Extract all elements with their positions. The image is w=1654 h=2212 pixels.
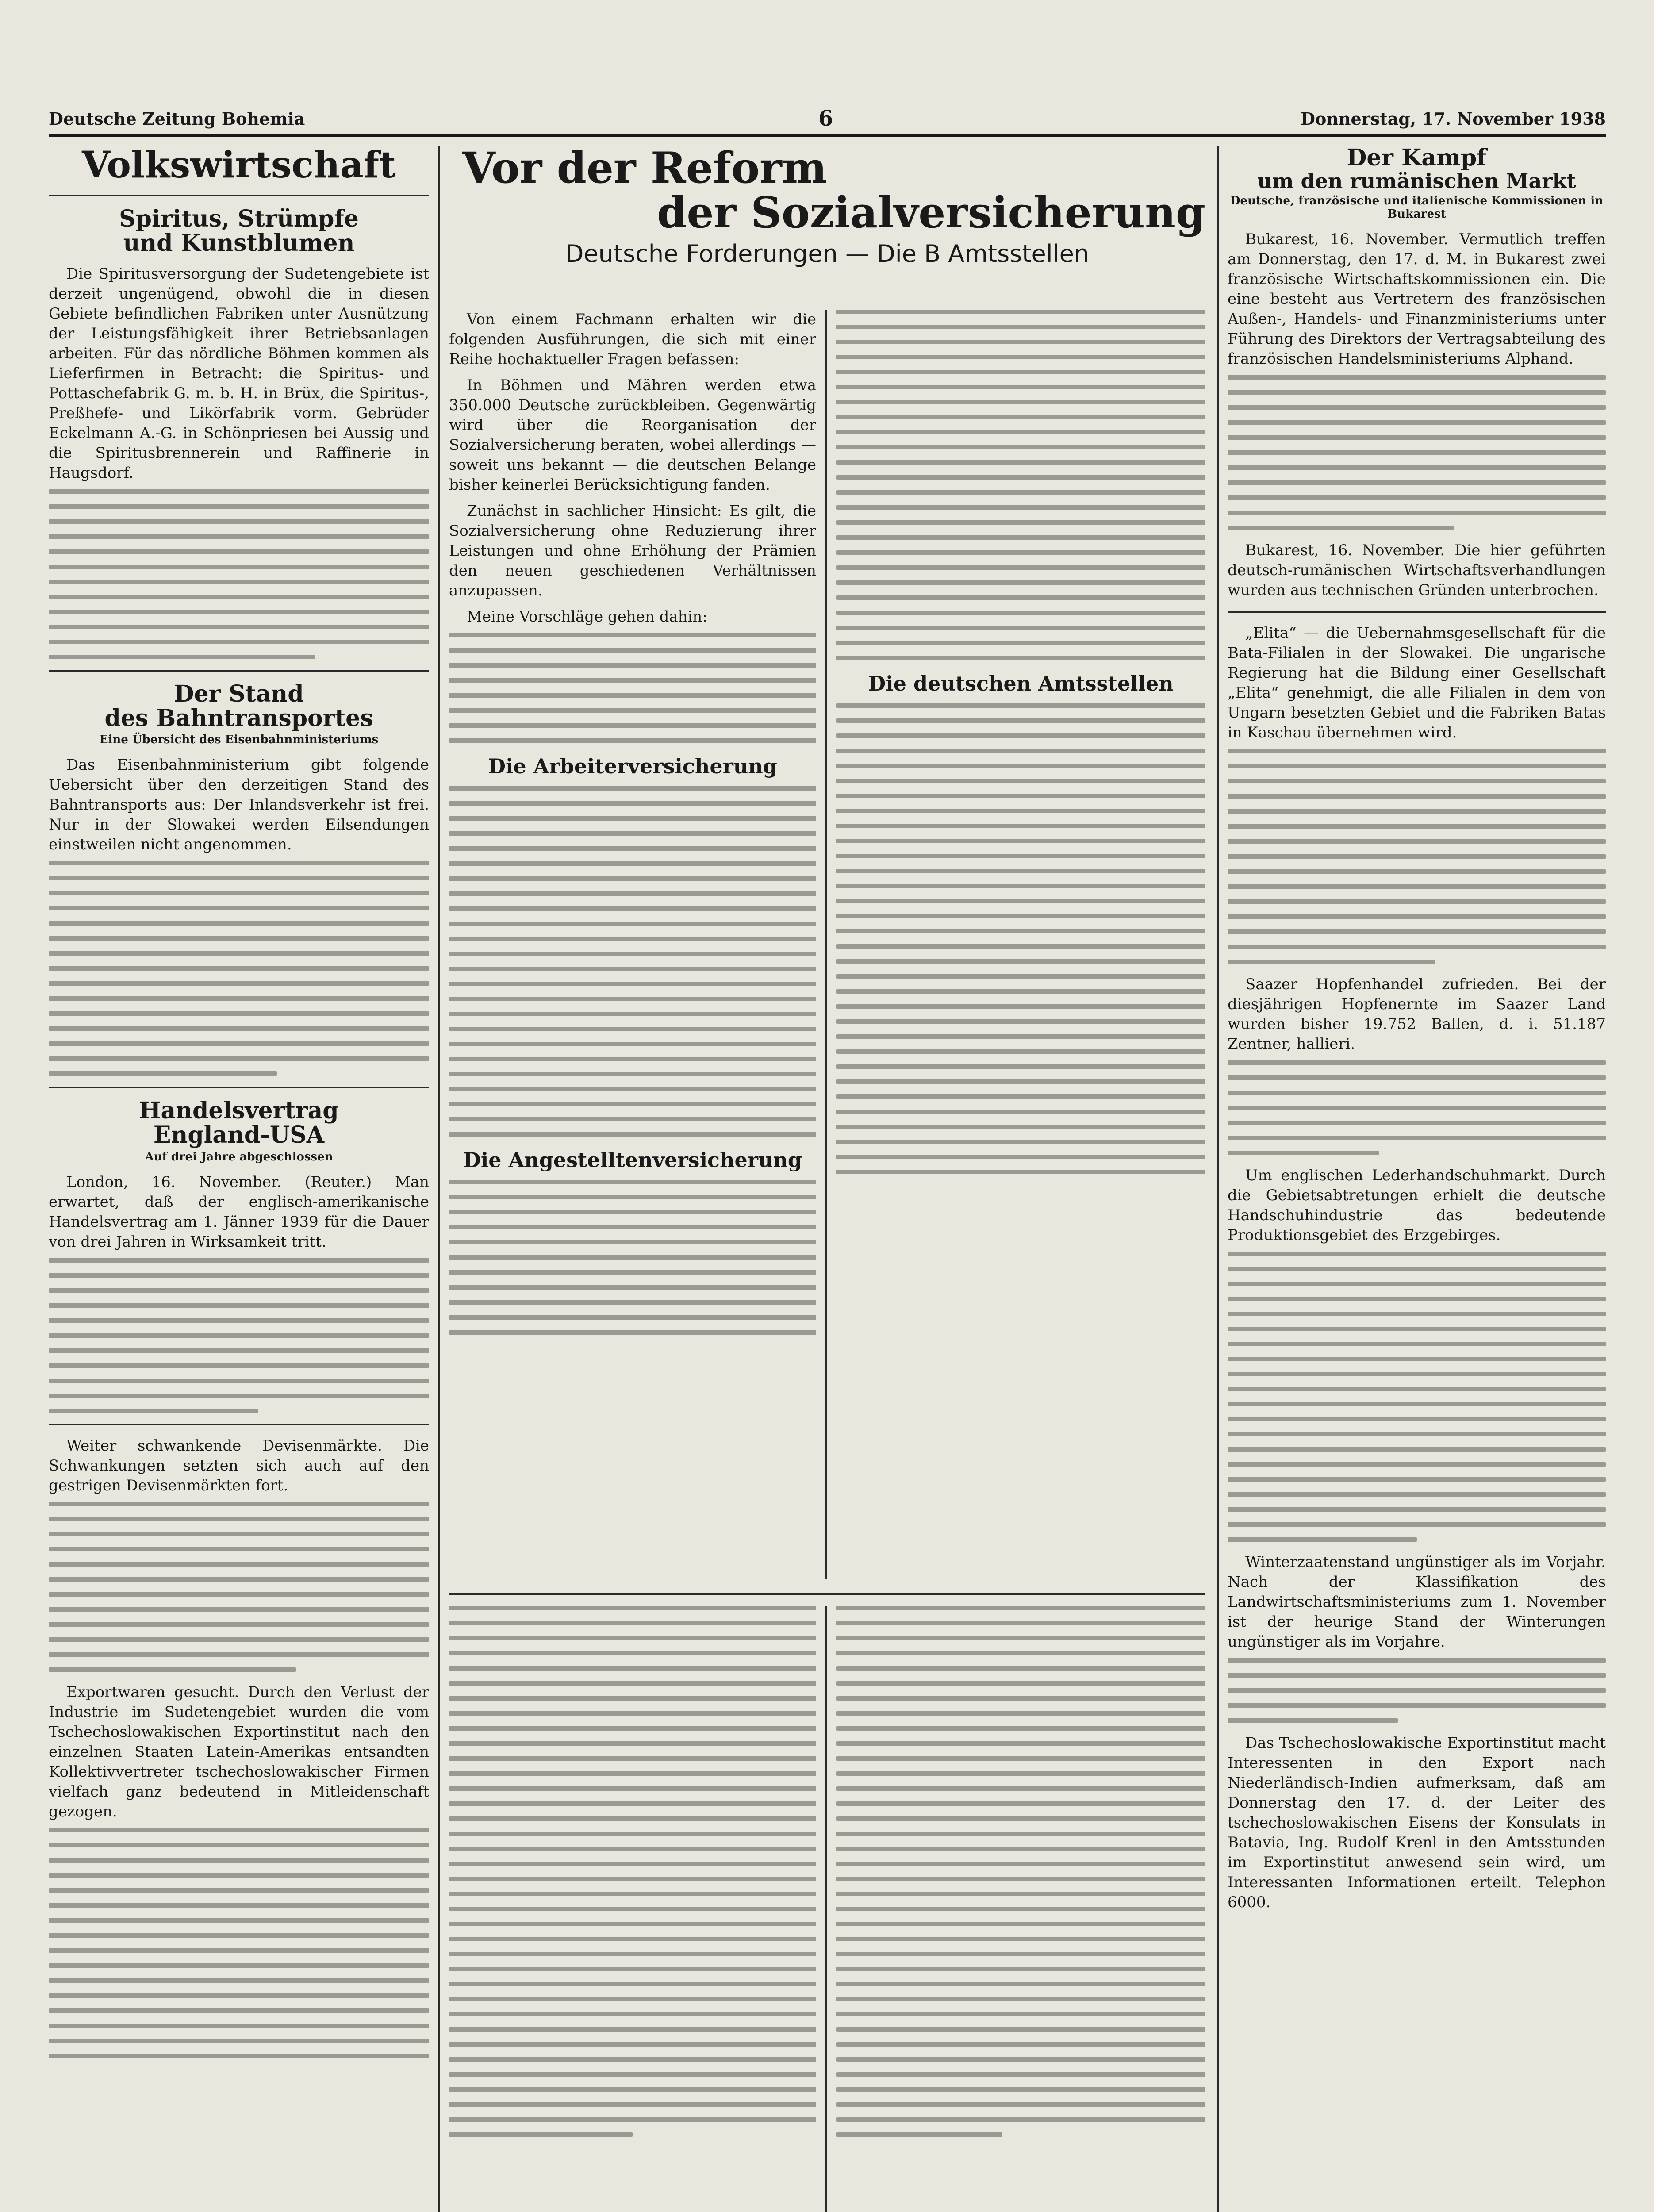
article-text: „Elita“ — die Uebernahmsgesellschaft für die Bata-Filialen in der Slowakei. Die ungarische Regierung hat die Bildung einer Gesellschaft „Elita“ genehmigt, die alle Filialen in dem von Ungarn besetzten Gebiet und die Fabriken Batas in Kaschau übernehmen wird.: [1228, 624, 1606, 741]
section-heading: Die Angestelltenversicherung: [463, 1148, 802, 1172]
column-continuation-right: [836, 1606, 1205, 2212]
article-text: Meine Vorschläge gehen dahin:: [467, 608, 707, 626]
text-lines: [836, 310, 1205, 660]
section-heading: Die Arbeiterversicherung: [488, 754, 777, 778]
divider: [49, 1087, 429, 1088]
main-headline: der Sozialversicherung: [657, 187, 1205, 238]
article-text: Das Tschechoslowakische Exportinstitut macht Interessenten in den Export nach Niederländisch-Indien aufmerksam, daß am Donnerstag den 17. d. der Leiter des tschechoslowakischen Eisens der Konsulats in Batavia, Ing. Rudolf Krenl in den Amtsstunden im Exportinstitut anwesend sein wird, um Interessanten Informationen erteilt. Telephon 6000.: [1228, 1734, 1606, 1911]
text-lines: [449, 1606, 816, 2137]
column-main-article: [449, 146, 1205, 1588]
text-lines: [1228, 375, 1606, 530]
article-title: England-USA: [153, 1121, 325, 1149]
article-title: und Kunstblumen: [123, 229, 355, 257]
column-rule: [438, 146, 440, 2212]
article-text: Bukarest, 16. November. Die hier geführten deutsch-rumänischen Wirtschaftsverhandlungen wurden aus technischen Gründen unterbrochen.: [1228, 541, 1606, 599]
article-title: um den rumänischen Markt: [1257, 169, 1576, 193]
text-lines: [1228, 749, 1606, 964]
section-title: Volkswirtschaft: [82, 146, 396, 186]
newspaper-name: Deutsche Zeitung Bohemia: [49, 109, 305, 129]
article-text: Die Spiritusversorgung der Sudetengebiete ist derzeit ungenügend, obwohl die in diesen Gebiete befindlichen Fabriken unter Ausnützung der Leistungsfähigkeit ihrer Betriebsanlagen arbeiten. Für das nördliche Böhmen kommen als Lieferfirmen in Betracht: die Spiritus- und Pottaschefabrik G. m. b. H. in Brüx, die Spiritus-, Preßhefe- und Likörfabrik vorm. Gebrüder Eckelmann A.-G. in Schönpriesen bei Aussig und die Spiritusbrennerein und Raffinerie in Haugsdorf.: [49, 265, 429, 482]
divider: [49, 195, 429, 196]
column-continuation-left: [449, 1606, 816, 2212]
section-heading: Die deutschen Amtsstellen: [868, 672, 1174, 695]
article-subtitle: Eine Übersicht des Eisenbahnministeriums: [99, 733, 379, 747]
article-title: Handelsvertrag: [139, 1097, 339, 1125]
column-right: [1228, 146, 1606, 2212]
issue-date: Donnerstag, 17. November 1938: [1301, 109, 1606, 129]
divider: [49, 1424, 429, 1425]
page-number: 6: [818, 106, 833, 131]
text-lines: [49, 1828, 429, 2058]
text-lines: [1228, 1658, 1606, 1723]
article-text: Exportwaren gesucht. Durch den Verlust der Industrie im Sudetengebiet wurden die vom Tschechoslowakischen Exportinstitut nach den einzelnen Staaten Latein-Amerikas entsandten Kollektivvertreter tschechoslowakischer Firmen vielfach ganz bedeutend in Mitleidenschaft gezogen.: [49, 1683, 429, 1820]
article-title: Der Kampf: [1347, 146, 1487, 171]
text-lines: [449, 633, 816, 743]
column-rule: [825, 1606, 827, 2212]
main-headline: Vor der Reform: [462, 146, 827, 193]
text-lines: [49, 1258, 429, 1413]
article-title: des Bahntransportes: [104, 704, 373, 732]
article-subtitle: Auf drei Jahre abgeschlossen: [145, 1150, 333, 1164]
newspaper-page: [49, 106, 1606, 2212]
text-lines: [1228, 1252, 1606, 1542]
article-text: Von einem Fachmann erhalten wir die folgenden Ausführungen, die sich mit einer Reihe hochaktueller Fragen befassen:: [449, 311, 816, 368]
text-lines: [836, 1606, 1205, 2137]
column-rule: [1217, 146, 1219, 2212]
article-text: Zunächst in sachlicher Hinsicht: Es gilt, die Sozialversicherung ohne Reduzierung ihrer Leistungen und ohne Erhöhung der Prämien den neuen geschiedenen Verhältnissen anzupassen.: [449, 502, 816, 599]
text-lines: [49, 489, 429, 659]
main-article-right: [836, 310, 1205, 1185]
article-text: Das Eisenbahnministerium gibt folgende Uebersicht über den derzeitigen Stand des Bahntransports aus: Der Inlandsverkehr ist frei. Nur in der Slowakei werden Eilsendungen einstweilen nicht angenommen.: [49, 756, 429, 854]
article-text: Bukarest, 16. November. Vermutlich treffen am Donnerstag, den 17. d. M. in Bukarest zwei französische Wirtschaftskommissionen ein. Die eine besteht aus Vertretern des französischen Außen-, Handels- und Finanzministeriums unter Führung des Direktors der Vertragsabteilung des französischen Handelsministeriums Alphand.: [1228, 230, 1606, 368]
page-header: [49, 106, 1606, 133]
article-text: Um englischen Lederhandschuhmarkt. Durch die Gebietsabtretungen erhielt die deutsche Handschuhindustrie das bedeutende Produktionsgebiet des Erzgebirges.: [1228, 1166, 1606, 1244]
header-rule: [49, 134, 1606, 137]
article-text: In Böhmen und Mähren werden etwa 350.000 Deutsche zurückbleiben. Gegenwärtig wird über die Reorganisation der Sozialversicherung beraten, wobei allerdings — soweit uns bekannt — die deutschen Belange bisher keinerlei Berücksichtigung fanden.: [449, 376, 816, 494]
article-text: Weiter schwankende Devisenmärkte. Die Schwankungen setzten sich auch auf den gestrigen Devisenmärkten fort.: [49, 1436, 429, 1494]
column-rule: [825, 310, 827, 1579]
article-subtitle: Deutsche, französische und italienische Kommissionen in Bukarest: [1230, 194, 1603, 221]
article-text: Winterzaatenstand ungünstiger als im Vorjahr. Nach der Klassifikation des Landwirtschaftsministeriums zum 1. November ist der heurige Stand der Winterungen ungünstiger als im Vorjahre.: [1228, 1553, 1606, 1651]
text-lines: [449, 1180, 816, 1335]
article-text: Saazer Hopfenhandel zufrieden. Bei der diesjährigen Hopfenernte im Saazer Land wurden bisher 19.752 Ballen, d. i. 51.187 Zentner, hallieri.: [1228, 975, 1606, 1053]
article-title: Der Stand: [174, 680, 304, 708]
text-lines: [449, 786, 816, 1137]
text-lines: [49, 861, 429, 1076]
divider: [1228, 611, 1606, 613]
article-text: London, 16. November. (Reuter.) Man erwartet, daß der englisch-amerikanische Handelsvertrag am 1. Jänner 1939 für die Dauer von drei Jahren in Wirksamkeit tritt.: [49, 1173, 429, 1251]
text-lines: [836, 703, 1205, 1174]
article-rule: [449, 1593, 1205, 1595]
text-lines: [1228, 1060, 1606, 1155]
text-lines: [49, 1502, 429, 1672]
article-title: Spiritus, Strümpfe: [119, 205, 359, 233]
main-article-left: [449, 310, 816, 1345]
main-subheadline: Deutsche Forderungen — Die B Amtsstellen: [565, 239, 1090, 268]
column-economy: [49, 146, 429, 2212]
divider: [49, 670, 429, 672]
